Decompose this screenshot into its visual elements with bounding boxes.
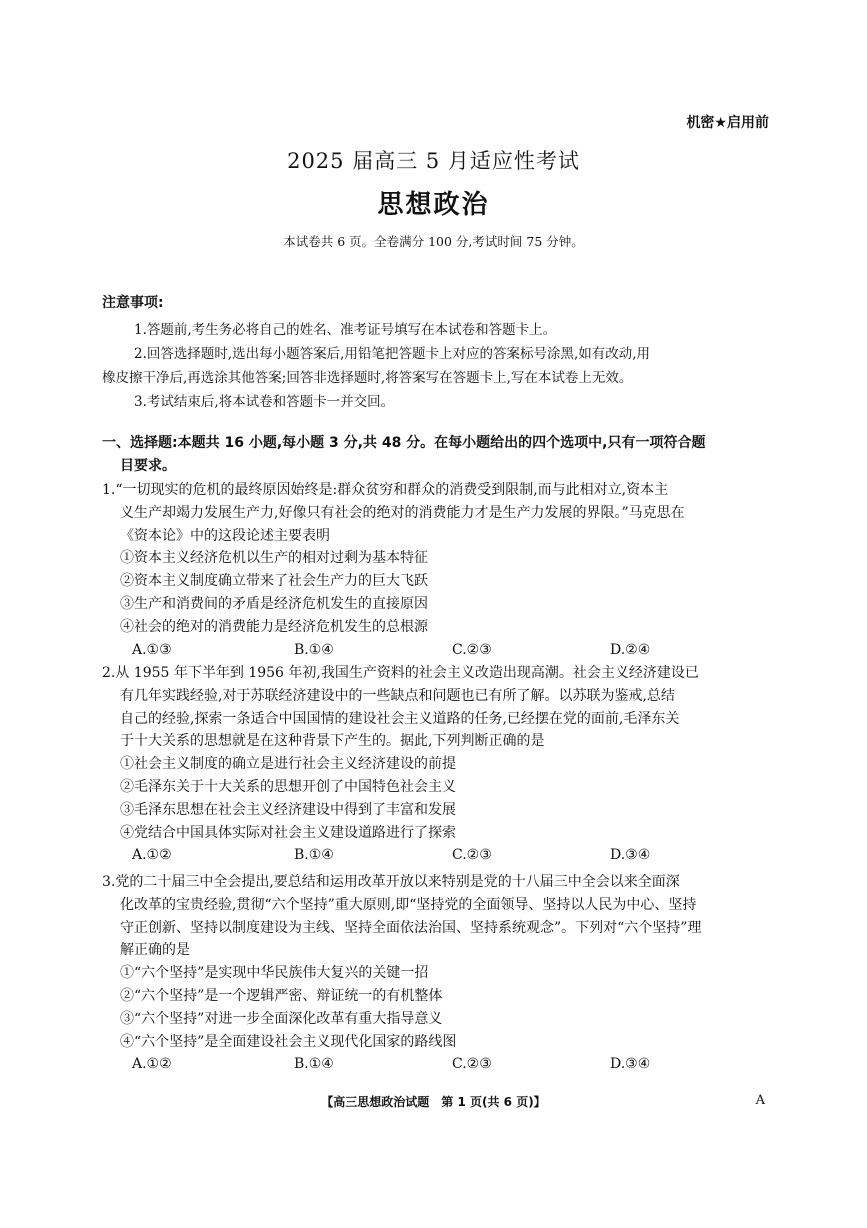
question-stem-line: 《资本论》中的这段论述主要表明 xyxy=(120,527,330,544)
notice-line: 橡皮擦干净后,再选涂其他答案;回答非选择题时,将答案写在答题卡上,写在本试卷上无效。 xyxy=(102,370,633,386)
question-stem-line: 有几年实践经验,对于苏联经济建设中的一些缺点和问题也已有所了解。以苏联为鉴戒,总结 xyxy=(120,687,675,704)
option-b: B.①④ xyxy=(294,641,334,658)
section-heading-line: 一、选择题:本题共 16 小题,每小题 3 分,共 48 分。在每小题给出的四个选项中,只有一项符合题 xyxy=(102,435,706,451)
question-stem-line: 义生产却竭力发展生产力,好像只有社会的绝对的消费能力才是生产力发展的界限。”马克思在 xyxy=(120,504,685,521)
statement-item: ①资本主义经济危机以生产的相对过剩为基本特征 xyxy=(120,550,428,567)
statement-item: ④“六个坚持”是全面建设社会主义现代化国家的路线图 xyxy=(120,1033,457,1050)
answer-options xyxy=(102,844,774,867)
section-heading xyxy=(102,432,774,478)
statement-item: ①“六个坚持”是实现中华民族伟大复兴的关键一招 xyxy=(120,965,429,982)
option-c: C.②③ xyxy=(452,847,492,864)
notice-title: 注意事项: xyxy=(102,295,164,311)
option-d: D.②④ xyxy=(610,641,651,658)
exam-info: 本试卷共 6 页。全卷满分 100 分,考试时间 75 分钟。 xyxy=(283,234,584,249)
question-stem-line: 化改革的宝贵经验,贯彻“六个坚持”重大原则,即“坚持党的全面领导、坚持以人民为中心、坚持 xyxy=(120,896,697,913)
question-stem-line: 1.“一切现实的危机的最终原因始终是:群众贫穷和群众的消费受到限制,而与此相对立,资本主 xyxy=(102,482,669,498)
paper-version: A xyxy=(755,1093,765,1108)
option-c: C.②③ xyxy=(452,641,492,658)
statement-item: ③生产和消费间的矛盾是经济危机发生的直接原因 xyxy=(120,595,428,612)
notice-line: 2.回答选择题时,选出每小题答案后,用铅笔把答题卡上对应的答案标号涂黑,如有改动,用 xyxy=(134,346,651,362)
question-1 xyxy=(102,479,774,661)
question-2 xyxy=(102,662,774,867)
option-b: B.①④ xyxy=(294,847,334,864)
notice-line: 3.考试结束后,将本试卷和答题卡一并交回。 xyxy=(134,394,395,410)
option-a: A.①③ xyxy=(132,641,172,658)
statement-item: ②毛泽东关于十大关系的思想开创了中国特色社会主义 xyxy=(120,778,456,795)
section-heading-line: 目要求。 xyxy=(120,458,176,474)
subject-title: 思想政治 xyxy=(377,190,490,220)
question-stem-line: 2.从 1955 年下半年到 1956 年初,我国生产资料的社会主义改造出现高潮。社会主义经济建设已 xyxy=(102,665,699,681)
question-3 xyxy=(102,871,774,1076)
answer-options xyxy=(102,639,774,662)
statement-item: ③“六个坚持”对进一步全面深化改革有重大指导意义 xyxy=(120,1010,443,1027)
notice-line: 1.答题前,考生务必将自己的姓名、准考证号填写在本试卷和答题卡上。 xyxy=(134,322,557,338)
question-stem-line: 于十大关系的思想就是在这种背景下产生的。据此,下列判断正确的是 xyxy=(120,733,545,750)
confidential-label: 机密★启用前 xyxy=(686,115,769,131)
statement-item: ②“六个坚持”是一个逻辑严密、辩证统一的有机整体 xyxy=(120,987,443,1004)
question-stem-line: 自己的经验,探索一条适合中国国情的建设社会主义道路的任务,已经摆在党的面前,毛泽东关 xyxy=(120,710,680,727)
answer-options xyxy=(102,1053,774,1076)
statement-item: ①社会主义制度的确立是进行社会主义经济建设的前提 xyxy=(120,756,456,773)
statement-item: ③毛泽东思想在社会主义经济建设中得到了丰富和发展 xyxy=(120,801,456,818)
statement-item: ②资本主义制度确立带来了社会生产力的巨大飞跃 xyxy=(120,573,428,590)
statement-item: ④党结合中国具体实际对社会主义建设道路进行了探索 xyxy=(120,824,456,841)
page-footer: 【高三思想政治试题 第 1 页(共 6 页)】 xyxy=(321,1095,546,1109)
option-c: C.②③ xyxy=(452,1056,492,1073)
statement-item: ④社会的绝对的消费能力是经济危机发生的总根源 xyxy=(120,618,428,635)
option-b: B.①④ xyxy=(294,1056,334,1073)
option-d: D.③④ xyxy=(610,847,651,864)
option-d: D.③④ xyxy=(610,1056,651,1073)
question-stem-line: 守正创新、坚持以制度建设为主线、坚持全面依法治国、坚持系统观念”。下列对“六个坚持”理 xyxy=(120,919,702,936)
question-stem-line: 解正确的是 xyxy=(120,942,190,959)
exam-title: 2025 届高三 5 月适应性考试 xyxy=(287,149,580,173)
option-a: A.①② xyxy=(132,1056,172,1073)
question-stem-line: 3.党的二十届三中全会提出,要总结和运用改革开放以来特别是党的十八届三中全会以来全面深 xyxy=(102,874,680,890)
option-a: A.①② xyxy=(132,847,172,864)
